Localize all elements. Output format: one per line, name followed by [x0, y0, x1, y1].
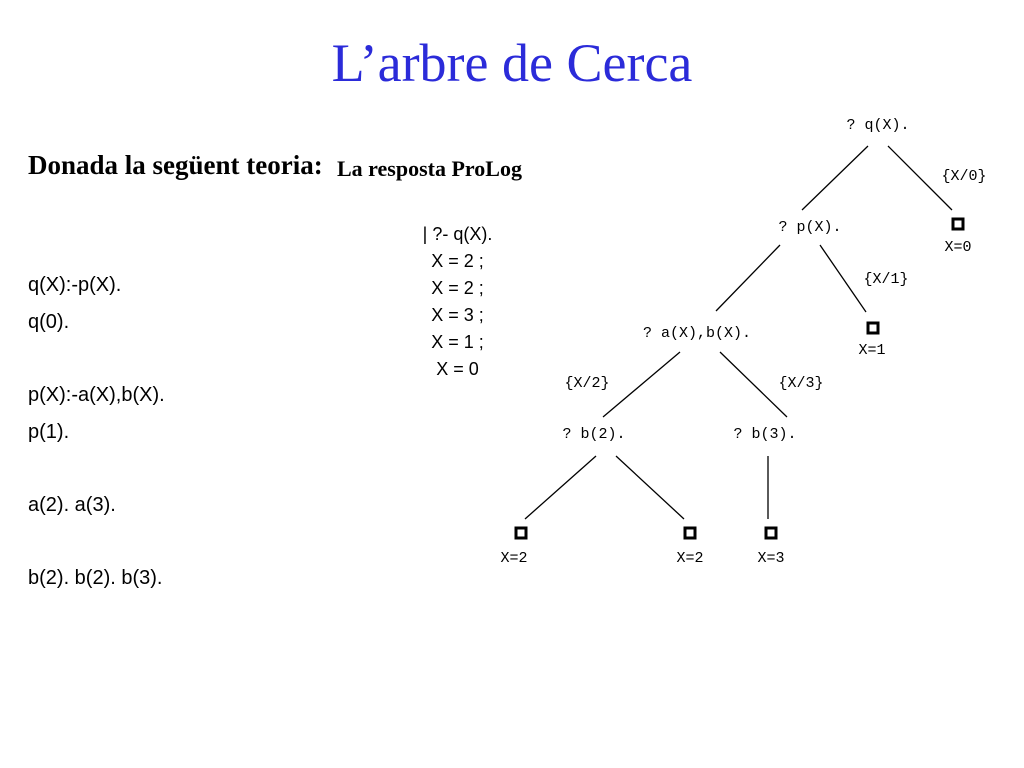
- edge-p-x1: [820, 245, 866, 312]
- edge-b2-x2b: [616, 456, 684, 519]
- clause-6: b(2). b(2). b(3).: [28, 567, 163, 589]
- answer-line-4: X = 1 ;: [431, 332, 484, 352]
- slide-title: L’arbre de Cerca: [331, 33, 693, 93]
- leaf-x2a: X=2: [500, 550, 528, 567]
- edge-root-p: [802, 146, 868, 210]
- answer-heading: La resposta ProLog: [337, 156, 522, 181]
- success-box-x2a: [516, 528, 526, 538]
- subst-x0: {X/0}: [941, 168, 987, 185]
- clause-1: q(X):-p(X).: [28, 274, 122, 296]
- subst-x2: {X/2}: [564, 375, 610, 392]
- leaf-x2b: X=2: [676, 550, 704, 567]
- edge-ab-b3: [720, 352, 787, 417]
- clause-5: a(2). a(3).: [28, 494, 116, 516]
- theory-heading: Donada la següent teoria:: [28, 150, 323, 180]
- answer-line-3: X = 3 ;: [431, 305, 484, 325]
- leaf-x0: X=0: [944, 239, 972, 256]
- success-box-x0: [953, 219, 963, 229]
- edge-b2-x2a: [525, 456, 596, 519]
- leaf-x3: X=3: [757, 550, 785, 567]
- edge-ab-b2: [603, 352, 680, 417]
- edge-p-ab: [716, 245, 780, 311]
- success-box-x2b: [685, 528, 695, 538]
- success-box-x3: [766, 528, 776, 538]
- answer-line-5: X = 0: [436, 359, 479, 379]
- subst-x1: {X/1}: [863, 271, 909, 288]
- answer-line-1: X = 2 ;: [431, 251, 484, 271]
- node-b3: ? b(3).: [733, 426, 797, 443]
- node-p: ? p(X).: [778, 219, 842, 236]
- answer-line-query: | ?- q(X).: [422, 224, 493, 244]
- answer-line-2: X = 2 ;: [431, 278, 484, 298]
- node-ab: ? a(X),b(X).: [642, 325, 752, 342]
- subst-x3: {X/3}: [778, 375, 824, 392]
- node-b2: ? b(2).: [562, 426, 626, 443]
- clause-2: q(0).: [28, 311, 70, 333]
- clause-3: p(X):-a(X),b(X).: [28, 384, 165, 406]
- node-root: ? q(X).: [846, 117, 910, 134]
- success-box-x1: [868, 323, 878, 333]
- leaf-x1: X=1: [858, 342, 886, 359]
- clause-4: p(1).: [28, 421, 70, 443]
